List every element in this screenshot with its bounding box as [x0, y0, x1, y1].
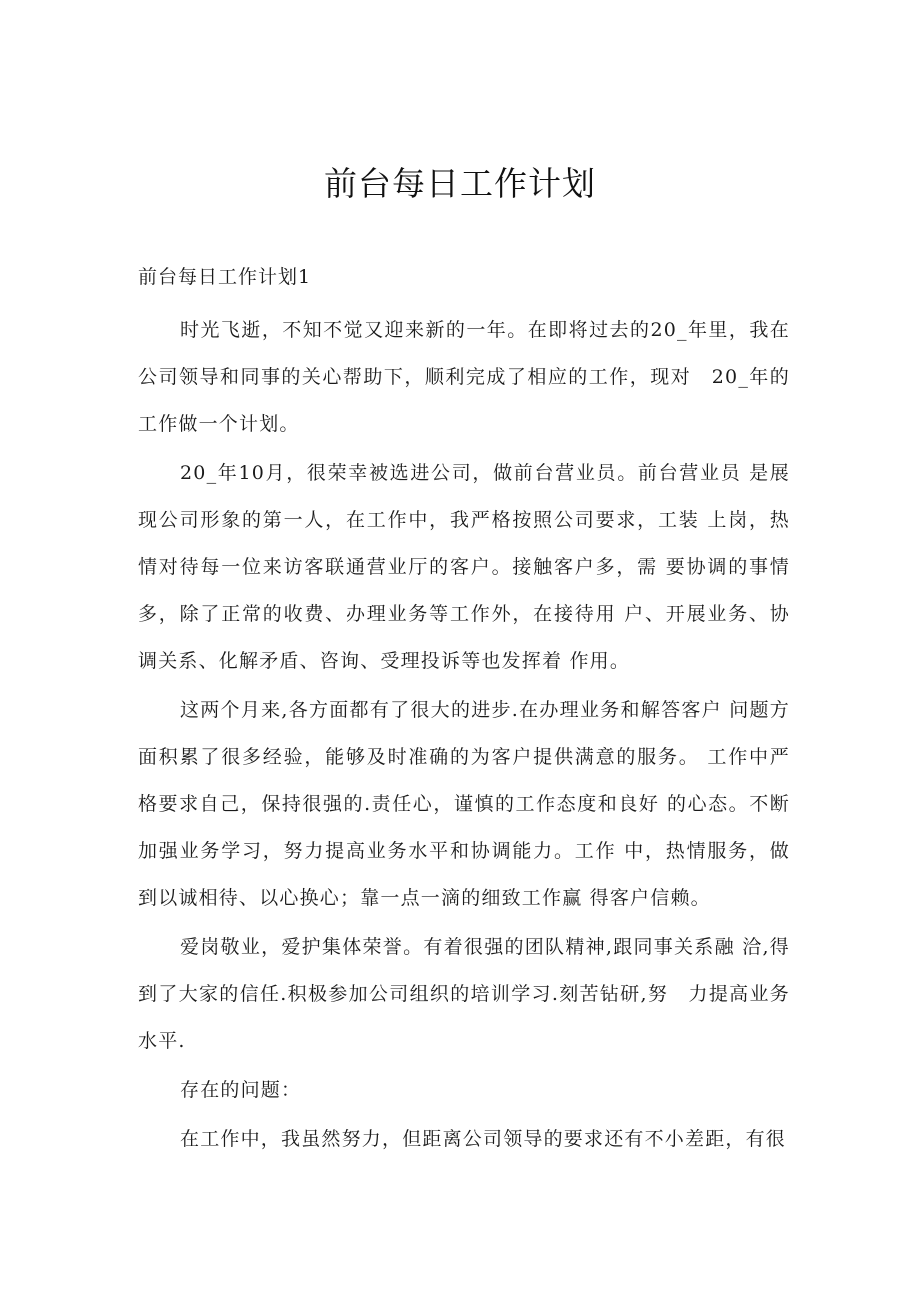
paragraph-problems-heading: 存在的问题： [180, 1079, 302, 1101]
paragraph-job-role: 20_年10月，很荣幸被选进公司，做前台营业员。前台营业员 是展现公司形象的第一人，在工作中，我严格按照公司要求，工装 上岗，热情对待每一位来访客联通营业厅的客户。接触客户多，需 要协调的事情多，除了正常的收费、办理业务等工作外，在接待用 户、开展业务、协调关系、化解矛盾、咨询、受理投诉等也发挥着 作用。 [138, 462, 790, 672]
paragraph-problems: 在工作中，我虽然努力，但距离公司领导的要求还有不小差距，有很 [180, 1128, 787, 1150]
section-heading: 前台每日工作计划1 [138, 266, 312, 288]
paragraph-progress: 这两个月来,各方面都有了很大的进步.在办理业务和解答客户 问题方面积累了很多经验，能够及时准确的为客户提供满意的服务。 工作中严格要求自己，保持很强的.责任心，谨慎的工作态度和良好 的心态。不断加强业务学习，努力提高业务水平和协调能力。工作 中，热情服务，做到以诚相待、以心换心；靠一点一滴的细致工作赢 得客户信赖。 [138, 699, 790, 909]
document-body [138, 307, 790, 1163]
paragraph-intro: 时光飞逝，不知不觉又迎来新的一年。在即将过去的20_年里，我在公司领导和同事的关心帮助下，顺利完成了相应的工作，现对 20_年的工作做一个计划。 [138, 319, 790, 435]
document-title: 前台每日工作计划 [324, 164, 596, 203]
paragraph-teamwork: 爱岗敬业，爱护集体荣誉。有着很强的团队精神,跟同事关系融 洽,得到了大家的信任.积极参加公司组织的培训学习.刻苦钻研,努 力提高业务水平. [138, 936, 790, 1052]
